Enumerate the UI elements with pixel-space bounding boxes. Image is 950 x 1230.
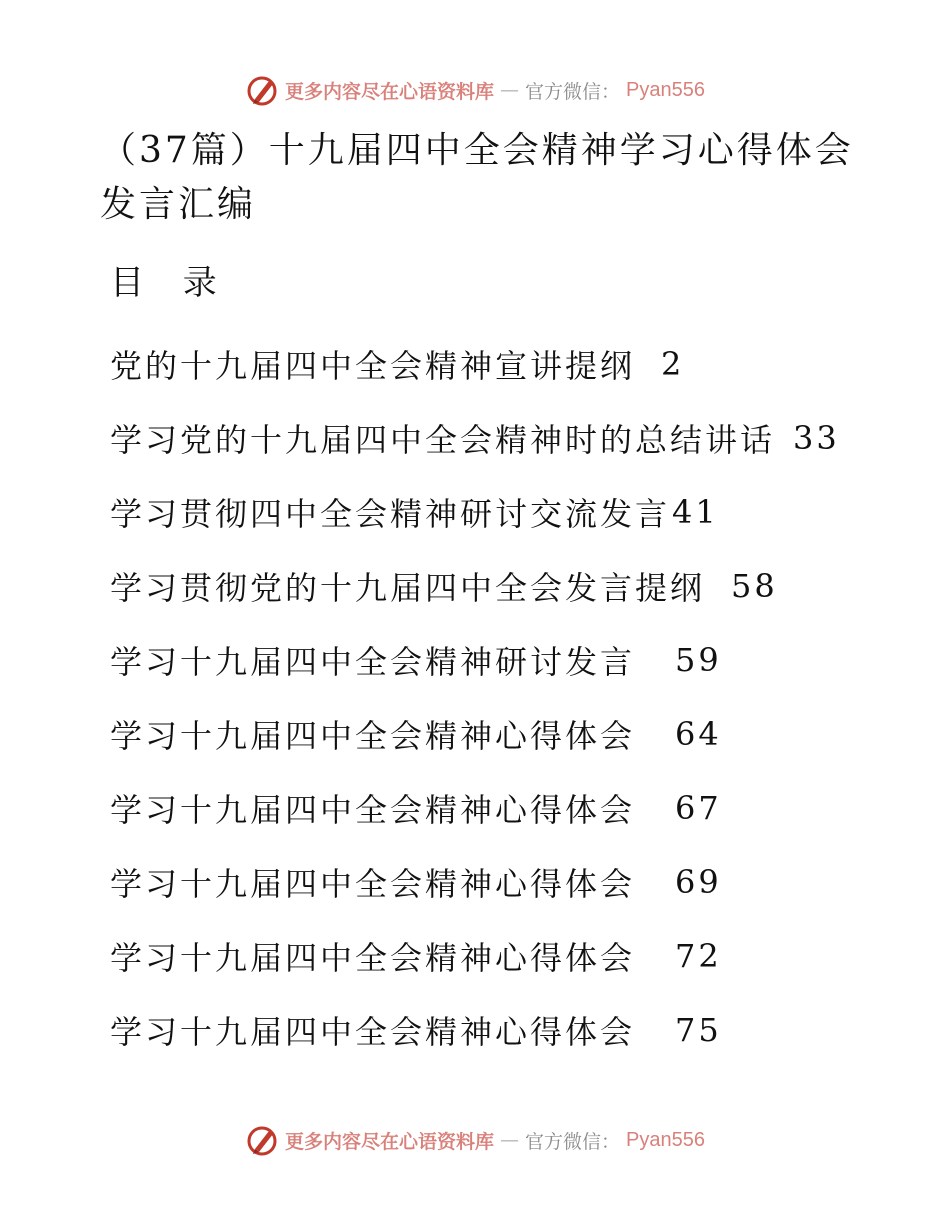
pen-logo-icon — [245, 1123, 279, 1157]
banner-wechat-label: 官方微信： — [525, 1130, 621, 1153]
header-banner — [0, 70, 950, 110]
banner-dash: — — [500, 1129, 520, 1151]
toc-entry-title: 学习十九届四中全会精神心得体会 — [110, 1013, 636, 1051]
toc-entry[interactable] — [110, 771, 840, 845]
toc-entry-page: 58 — [731, 567, 778, 605]
toc-entry-title: 党的十九届四中全会精神宣讲提纲 — [110, 347, 636, 385]
toc-entry-title: 学习贯彻四中全会精神研讨交流发言 — [110, 495, 671, 533]
toc-entry[interactable] — [110, 919, 840, 993]
banner-text: 更多内容尽在心语资料库 — [285, 80, 495, 103]
toc-entry-page: 59 — [675, 641, 722, 679]
toc-heading: 目 录 — [110, 263, 231, 303]
toc-entry-title: 学习十九届四中全会精神心得体会 — [110, 717, 636, 755]
toc-entry[interactable] — [110, 697, 840, 771]
toc-entry-title: 学习贯彻党的十九届四中全会发言提纲 — [110, 569, 706, 607]
toc-entry[interactable] — [110, 993, 840, 1067]
banner-wechat-label: 官方微信： — [525, 80, 621, 103]
pen-logo-icon — [245, 73, 279, 107]
toc-entry-page: 72 — [675, 937, 722, 975]
toc-entry[interactable] — [110, 327, 840, 401]
toc-entry-page: 2 — [661, 345, 685, 383]
toc-entry-title: 学习十九届四中全会精神心得体会 — [110, 791, 636, 829]
banner-wechat-id: Pyan556 — [626, 1128, 705, 1151]
document-title: （37篇）十九届四中全会精神学习心得体会发言汇编 — [100, 130, 854, 225]
table-of-contents — [110, 327, 840, 1067]
banner-dash: — — [500, 79, 520, 101]
footer-banner — [0, 1120, 950, 1160]
toc-entry-page: 33 — [793, 419, 840, 457]
toc-entry-page: 64 — [675, 715, 722, 753]
toc-entry-page: 75 — [675, 1011, 722, 1049]
toc-entry-title: 学习十九届四中全会精神研讨发言 — [110, 643, 636, 681]
toc-entry[interactable] — [110, 845, 840, 919]
toc-entry[interactable] — [110, 623, 840, 697]
toc-entry[interactable] — [110, 549, 840, 623]
toc-entry-title: 学习党的十九届四中全会精神时的总结讲话 — [110, 421, 776, 459]
toc-entry-page: 41 — [672, 493, 719, 531]
toc-entry[interactable] — [110, 475, 840, 549]
toc-entry-title: 学习十九届四中全会精神心得体会 — [110, 865, 636, 903]
toc-entry-page: 67 — [675, 789, 722, 827]
banner-wechat-id: Pyan556 — [626, 78, 705, 101]
toc-entry-title: 学习十九届四中全会精神心得体会 — [110, 939, 636, 977]
toc-entry-page: 69 — [675, 863, 722, 901]
toc-entry[interactable] — [110, 401, 840, 475]
banner-text: 更多内容尽在心语资料库 — [285, 1130, 495, 1153]
